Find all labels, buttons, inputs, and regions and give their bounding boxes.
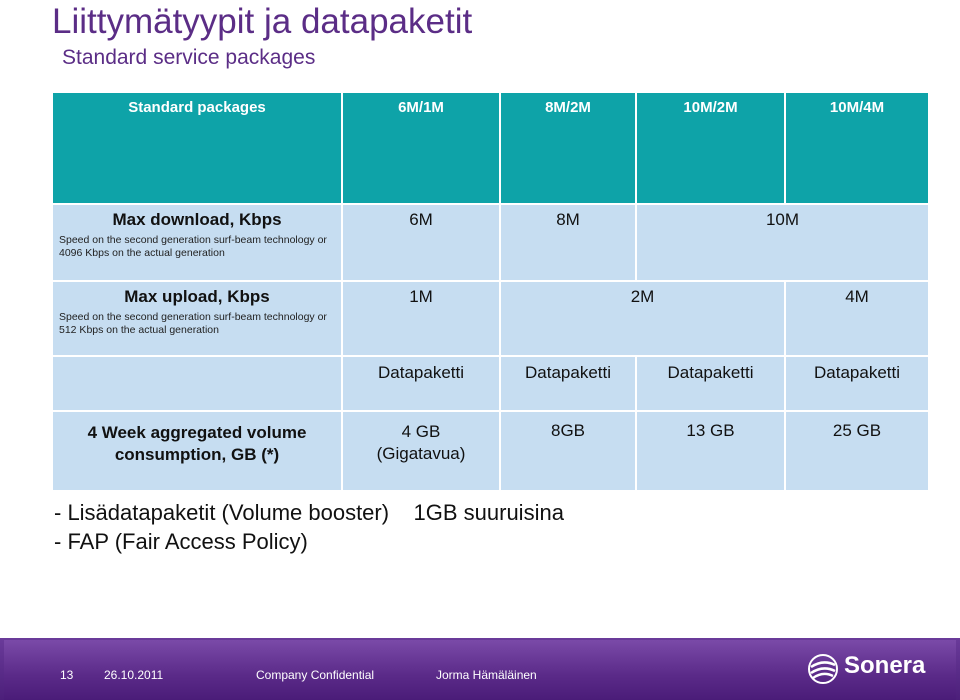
footer-confidential: Company Confidential xyxy=(256,668,375,682)
volume-value-25gb: 25 GB xyxy=(832,421,882,440)
upload-value-1m: 1M xyxy=(409,287,433,306)
package-value-4: Datapaketti xyxy=(814,363,900,382)
header-10m4m xyxy=(786,93,928,203)
package-value-3: Datapaketti xyxy=(667,363,754,382)
footer-author: Jorma Hämäläinen xyxy=(436,668,537,682)
download-value-10m: 10M xyxy=(765,210,800,229)
package-row-label-cell xyxy=(53,357,341,410)
volume-value-13gb: 13 GB xyxy=(686,421,735,440)
download-row-header xyxy=(53,210,341,260)
volume-value-8gb: 8GB xyxy=(550,421,586,440)
header-label: Standard packages xyxy=(128,99,266,116)
bullet-item-fap: - FAP (Fair Access Policy) xyxy=(54,529,308,554)
upload-value-2m: 2M xyxy=(630,287,655,306)
footer-bar xyxy=(0,638,960,700)
header-label: 10M/4M xyxy=(829,99,885,116)
download-label: Max download, Kbps xyxy=(112,210,282,229)
package-value-2: Datapaketti xyxy=(525,363,611,382)
upload-value-4m: 4M xyxy=(845,287,869,306)
bullet-list xyxy=(54,498,564,556)
header-6m1m xyxy=(343,93,499,203)
slide-subtitle: Standard service packages xyxy=(62,46,316,69)
download-note: Speed on the second generation surf-beam technology or 4096 Kbps on the actual generation xyxy=(59,234,327,259)
header-label: 6M/1M xyxy=(398,99,444,116)
header-10m2m xyxy=(637,93,784,203)
upload-note: Speed on the second generation surf-beam technology or 512 Kbps on the actual generation xyxy=(59,311,327,336)
sonera-wordmark: Sonera xyxy=(844,652,926,679)
upload-row-header xyxy=(53,287,341,337)
slide-title: Liittymätyypit ja datapaketit xyxy=(52,2,473,41)
download-value-8m: 8M xyxy=(556,210,580,229)
package-value-1: Datapaketti xyxy=(378,363,464,382)
header-label: 10M/2M xyxy=(683,99,738,116)
header-label: 8M/2M xyxy=(545,99,591,116)
sonera-logo xyxy=(806,652,926,684)
page-number: 13 xyxy=(60,668,74,682)
header-8m2m xyxy=(501,93,635,203)
volume-label: 4 Week aggregated volume consumption, GB (*) xyxy=(87,423,307,464)
volume-value-4gb: 4 GB (Gigatavua) xyxy=(376,422,466,463)
upload-label: Max upload, Kbps xyxy=(124,287,270,306)
volume-row-header xyxy=(63,422,331,466)
sonera-symbol-icon xyxy=(806,652,840,686)
bullet-item-volume-booster: - Lisädatapaketit (Volume booster) 1GB suuruisina xyxy=(54,500,564,525)
header-standard-packages xyxy=(53,93,341,203)
download-value-6m: 6M xyxy=(409,210,433,229)
footer-date: 26.10.2011 xyxy=(104,668,164,682)
